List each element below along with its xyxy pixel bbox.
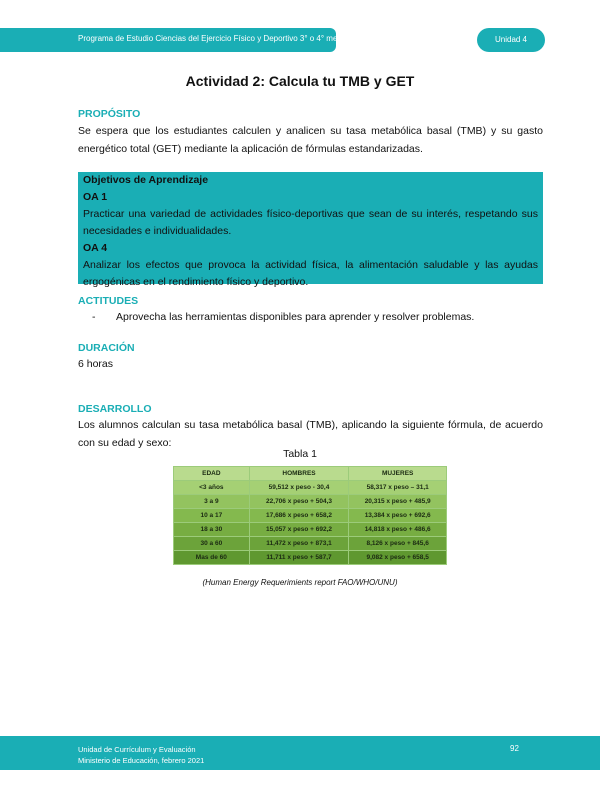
actitudes-text: Aprovecha las herramientas disponibles para aprender y resolver problemas. [116, 311, 475, 323]
page-title: Actividad 2: Calcula tu TMB y GET [185, 73, 415, 89]
cell-women: 9,082 x peso + 658,5 [349, 551, 447, 565]
cell-women: 20,315 x peso + 485,9 [349, 495, 447, 509]
table-row [174, 523, 447, 537]
oa1-text: Practicar una variedad de actividades físico-deportivas que sean de su interés, respetando sus necesidades e individualidades. [83, 208, 538, 237]
table-row [174, 537, 447, 551]
cell-men: 11,472 x peso + 873,1 [249, 537, 349, 551]
desarrollo-text: Los alumnos calculan su tasa metabólica basal (TMB), aplicando la siguiente fórmula, de acuerdo con su edad y sexo: [78, 419, 543, 449]
cell-men: 11,711 x peso + 587,7 [249, 551, 349, 565]
table-row [174, 495, 447, 509]
actitudes-heading: ACTITUDES [78, 295, 139, 307]
program-title: Programa de Estudio Ciencias del Ejercicio Físico y Deportivo 3° o 4° medio [78, 34, 349, 43]
cell-age: 30 a 60 [174, 537, 250, 551]
header-mujeres: MUJERES [349, 467, 447, 481]
unit-badge: Unidad 4 [477, 28, 545, 52]
cell-age: <3 años [174, 481, 250, 495]
cell-age: 10 a 17 [174, 509, 250, 523]
cell-men: 17,686 x peso + 658,2 [249, 509, 349, 523]
proposito-text: Se espera que los estudiantes calculen y analicen su tasa metabólica basal (TMB) y su gasto energético total (GET) mediante la aplicación de fórmulas estandarizadas. [78, 125, 543, 155]
oa4-label: OA 4 [83, 242, 108, 254]
table-header-row [174, 467, 447, 481]
objectives-title: Objetivos de Aprendizaje [83, 174, 209, 186]
footer-line-1: Unidad de Currículum y Evaluación [78, 745, 196, 754]
table-caption: Tabla 1 [283, 448, 317, 460]
table-row [174, 509, 447, 523]
cell-men: 59,512 x peso - 30,4 [249, 481, 349, 495]
desarrollo-heading: DESARROLLO [78, 403, 152, 415]
objectives-box [78, 172, 543, 288]
cell-women: 8,126 x peso + 845,6 [349, 537, 447, 551]
proposito-heading: PROPÓSITO [78, 108, 141, 120]
cell-age: 18 a 30 [174, 523, 250, 537]
oa4-text: Analizar los efectos que provoca la actividad física, la alimentación saludable y las ayudas ergogénicas en el rendimiento físico y deportivo. [83, 259, 538, 288]
tmb-table [173, 466, 447, 565]
cell-women: 58,317 x peso – 31,1 [349, 481, 447, 495]
oa1-label: OA 1 [83, 191, 108, 203]
duracion-heading: DURACIÓN [78, 342, 135, 354]
cell-age: Mas de 60 [174, 551, 250, 565]
table-row [174, 481, 447, 495]
footer-credits [78, 744, 204, 766]
cell-men: 22,706 x peso + 504,3 [249, 495, 349, 509]
table-source: (Human Energy Requerimients report FAO/WHO/UNU) [202, 578, 398, 587]
header-edad: EDAD [174, 467, 250, 481]
duracion-value: 6 horas [78, 358, 114, 370]
page-number: 92 [510, 744, 519, 753]
cell-women: 14,818 x peso + 486,6 [349, 523, 447, 537]
table-row [174, 551, 447, 565]
cell-women: 13,384 x peso + 692,6 [349, 509, 447, 523]
footer-line-2: Ministerio de Educación, febrero 2021 [78, 756, 205, 765]
actitudes-item [92, 311, 474, 323]
header-hombres: HOMBRES [249, 467, 349, 481]
cell-age: 3 a 9 [174, 495, 250, 509]
cell-men: 15,057 x peso + 692,2 [249, 523, 349, 537]
dash-bullet: - [92, 311, 96, 323]
